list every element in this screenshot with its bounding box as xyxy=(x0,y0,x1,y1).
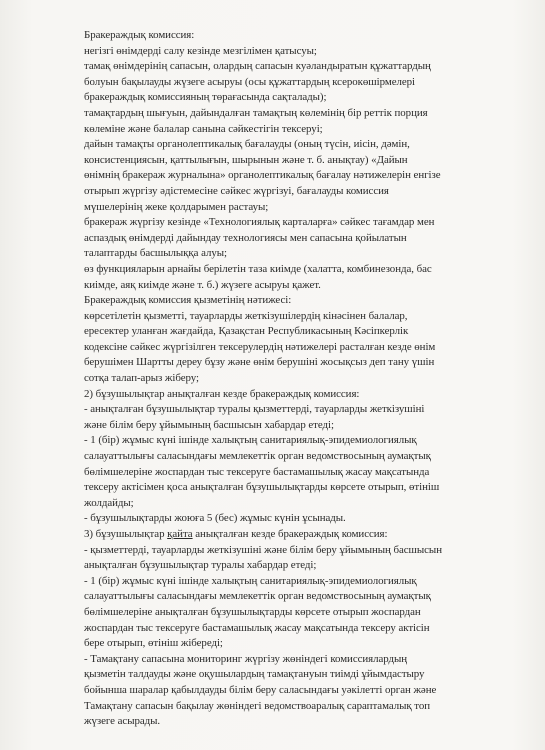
text-line: консистенциясын, қаттылығын, шырынын және т. б. анықтау) «Дайын xyxy=(84,153,408,166)
text-line: қызметін талдауды және оқушылардың тамақтануын тиімді ұйымдастыру xyxy=(84,668,425,681)
text-line: талаптарды басшылыққа алуы; xyxy=(84,247,227,260)
text-line: көлеміне және балалар санына сәйкестігін тексеруі; xyxy=(84,122,323,135)
document-body xyxy=(84,28,532,730)
text-line: аспаздық өнімдерді дайындау технологиясы мен сапасына қойылатын xyxy=(84,231,407,244)
text-line: бойынша шаралар қабылдауды білім беру саласындағы уәкілетті орган және xyxy=(84,683,437,696)
text-line: салауаттылығы саласындағы мемлекеттік орган ведомствосының аумақтық xyxy=(84,450,431,463)
text-line: тексеру актісімен қоса анықталған бұзушылықтарды көрсете отырып, өтініш xyxy=(84,481,440,494)
text-line: бөлімшелеріне жоспардан тыс тексеруге бастамашылық жасау мақсатында xyxy=(84,465,430,478)
text-line: - бұзушылықтарды жоюға 5 (бес) жұмыс күнін ұсынады. xyxy=(84,512,346,525)
text-line: болуын бақылауды жүзеге асыруы (осы құжаттардың ксерокөшірмелері xyxy=(84,75,416,88)
text-line: өнімнің бракераж журналына» органолептикалық бағалау нәтижелерін енгізе xyxy=(84,169,441,182)
text-line: мүшелерінің жеке қолдарымен растауы; xyxy=(84,200,269,213)
text-line: дайын тамақты органолептикалық бағалауды (оның түсін, иісін, дәмін, xyxy=(84,138,410,151)
text-line: және білім беру ұйымының басшысын хабардар етеді; xyxy=(84,418,334,431)
text-line: - анықталған бұзушылықтар туралы қызметтерді, тауарларды жеткізушіні xyxy=(84,403,425,416)
text-line: бере отырып, өтініш жібереді; xyxy=(84,637,223,650)
text-line: анықталған бұзушылықтар туралы хабардар етеді; xyxy=(84,559,317,572)
text-line: ересектер уланған жағдайда, Қазақстан Республикасының Кәсіпкерлік xyxy=(84,325,409,338)
text-line: - 1 (бір) жұмыс күні ішінде халықтың санитариялық-эпидемиологиялық xyxy=(84,434,417,447)
text-line: Тамақтану сапасын бақылау жөніндегі ведомствоаралық сараптамалық топ xyxy=(84,699,431,712)
text-line: киімде, аяқ киімде және т. б.) жүзеге асыруы қажет. xyxy=(84,278,321,291)
text-line: өз функцияларын арнайы берілетін таза киімде (халатта, комбинезонда, бас xyxy=(84,262,432,275)
text-line: - Тамақтану сапасына мониторинг жүргізу жөніндегі комиссиялардың xyxy=(84,652,408,665)
text-line: - 1 (бір) жұмыс күні ішінде халықтың санитариялық-эпидемиологиялық xyxy=(84,574,417,587)
text-line: 2) бұзушылықтар анықталған кезде бракераждық комиссия: xyxy=(84,387,360,400)
text-line: жоспардан тыс тексеруге бастамашылық жасау мақсатында тексеру актісін xyxy=(84,621,430,634)
text-line: салауаттылығы саласындағы мемлекеттік орган ведомствосының аумақтық xyxy=(84,590,431,603)
text-line: негізгі өнімдерді салу кезінде мезгілімен қатысуы; xyxy=(84,44,317,57)
text-line: жолдайды; xyxy=(84,496,134,509)
text-line: жүзеге асырады. xyxy=(84,715,161,728)
text-line: сотқа талап-арыз жіберу; xyxy=(84,372,199,385)
text-line: 3) бұзушылықтар қайта анықталған кезде бракераждық комиссия: xyxy=(84,528,388,540)
underlined-word: қайта xyxy=(167,528,193,540)
text-line: көрсетілетін қызметті, тауарларды жеткізушілердің кінәсінен балалар, xyxy=(84,309,408,322)
text-line: бөлімшелеріне анықталған бұзушылықтарды көрсете отырып жоспардан xyxy=(84,605,421,618)
text-line: отырып жүргізу әдістемесіне сәйкес жүргізуі, бағалауды комиссия xyxy=(84,184,389,197)
text-line: тамақ өнімдерінің сапасын, олардың сапасын куәландыратын құжаттардың xyxy=(84,60,431,73)
text-line: бракераждық комиссияның төрағасында сақталады); xyxy=(84,91,327,104)
text-line: Бракераждық комиссия қызметінің нәтижесі: xyxy=(84,294,292,307)
text-line: берушімен Шартты дереу бұзу және өнім берушіні жосықсыз деп тану үшін xyxy=(84,356,435,369)
text-line: - қызметтерді, тауарларды жеткізушіні және білім беру ұйымының басшысын xyxy=(84,543,442,556)
text-line: тамақтардың шығуын, дайындалған тамақтың көлемінің бір реттік порция xyxy=(84,106,428,119)
text-line: бракераж жүргізу кезінде «Технологиялық карталарға» сәйкес тағамдар мен xyxy=(84,216,435,229)
text-line: кодексіне сәйкес жүргізілген тексерулердің нәтижелері расталған кезде өнім xyxy=(84,340,436,353)
text-line: Бракераждық комиссия: xyxy=(84,29,195,41)
